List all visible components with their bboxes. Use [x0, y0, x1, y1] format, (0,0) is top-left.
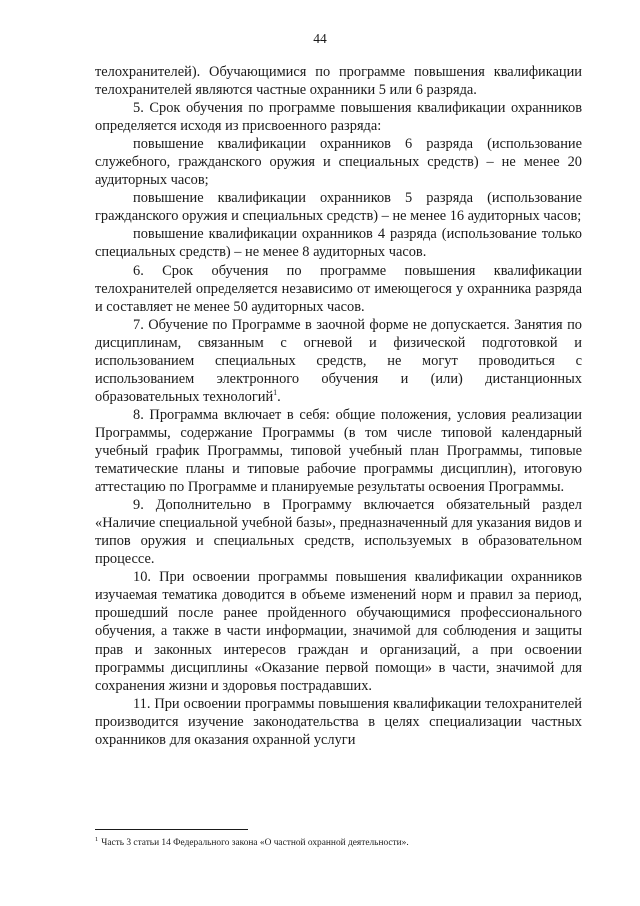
document-body	[95, 63, 582, 749]
paragraph-intro: телохранителей). Обучающимися по программе повышения квалификации телохранителей являются частные охранники 5 или 6 разряда.	[95, 64, 582, 99]
footnote-marker: 1	[95, 835, 99, 843]
footnote-text: Часть 3 статьи 14 Федерального закона «О частной охранной деятельности».	[101, 838, 409, 848]
paragraph-9: 9. Дополнительно в Программу включается обязательный раздел «Наличие специальной учебной базы», предназначенный для указания видов и типов оружия и специальных средств, используемых в образовательном процессе.	[95, 497, 582, 568]
footnote-divider	[95, 829, 248, 830]
paragraph-5: 5. Срок обучения по программе повышения квалификации охранников определяется исходя из присвоенного разряда:	[95, 100, 582, 135]
paragraph-5-grade-5: повышение квалификации охранников 5 разряда (использование гражданского оружия и специальных средств) – не менее 16 аудиторных часов;	[95, 190, 582, 225]
paragraph-8: 8. Программа включает в себя: общие положения, условия реализации Программы, содержание Программы (в том числе типовой календарный учебный график Программы, типовой учебный план Программы, типовые тематические планы и типовые рабочие программы дисциплин), итоговую аттестацию по Программе и планируемые результаты освоения Программы.	[95, 406, 582, 496]
paragraph-11: 11. При освоении программы повышения квалификации телохранителей производится изучение законодательства в целях специализации частных охранников для оказания охранной услуги	[95, 695, 582, 748]
footnote-reference[interactable]: 1	[273, 388, 278, 398]
paragraph-5-grade-4: повышение квалификации охранников 4 разряда (использование только специальных средств) – не менее 8 аудиторных часов.	[95, 226, 582, 261]
paragraph-6: 6. Срок обучения по программе повышения квалификации телохранителей определяется независимо от имеющегося у охранника разряда и составляет не менее 50 аудиторных часов.	[95, 262, 582, 315]
footnote	[95, 837, 582, 849]
paragraph-7: 7. Обучение по Программе в заочной форме не допускается. Занятия по дисциплинам, связанным с огневой и физической подготовкой и использованием специальных средств, не могут проводиться с использованием электронного обучения и (или) дистанционных образовательных технологий$^1$.	[95, 316, 582, 405]
paragraph-10: 10. При освоении программы повышения квалификации охранников изучаемая тематика доводится в объеме изменений норм и правил за период, прошедший после ранее пройденного обучающимися профессионального обучения, а также в части информации, значимой для соблюдения и защиты прав и законных интересов граждан и организаций, а при освоении программы дисциплины «Оказание первой помощи» в части, значимой для сохранения жизни и здоровья пострадавших.	[95, 569, 582, 694]
page-number: 44	[313, 31, 327, 46]
paragraph-5-grade-6: повышение квалификации охранников 6 разряда (использование служебного, гражданского оружия и специальных средств) – не менее 20 аудиторных часов;	[95, 136, 582, 189]
